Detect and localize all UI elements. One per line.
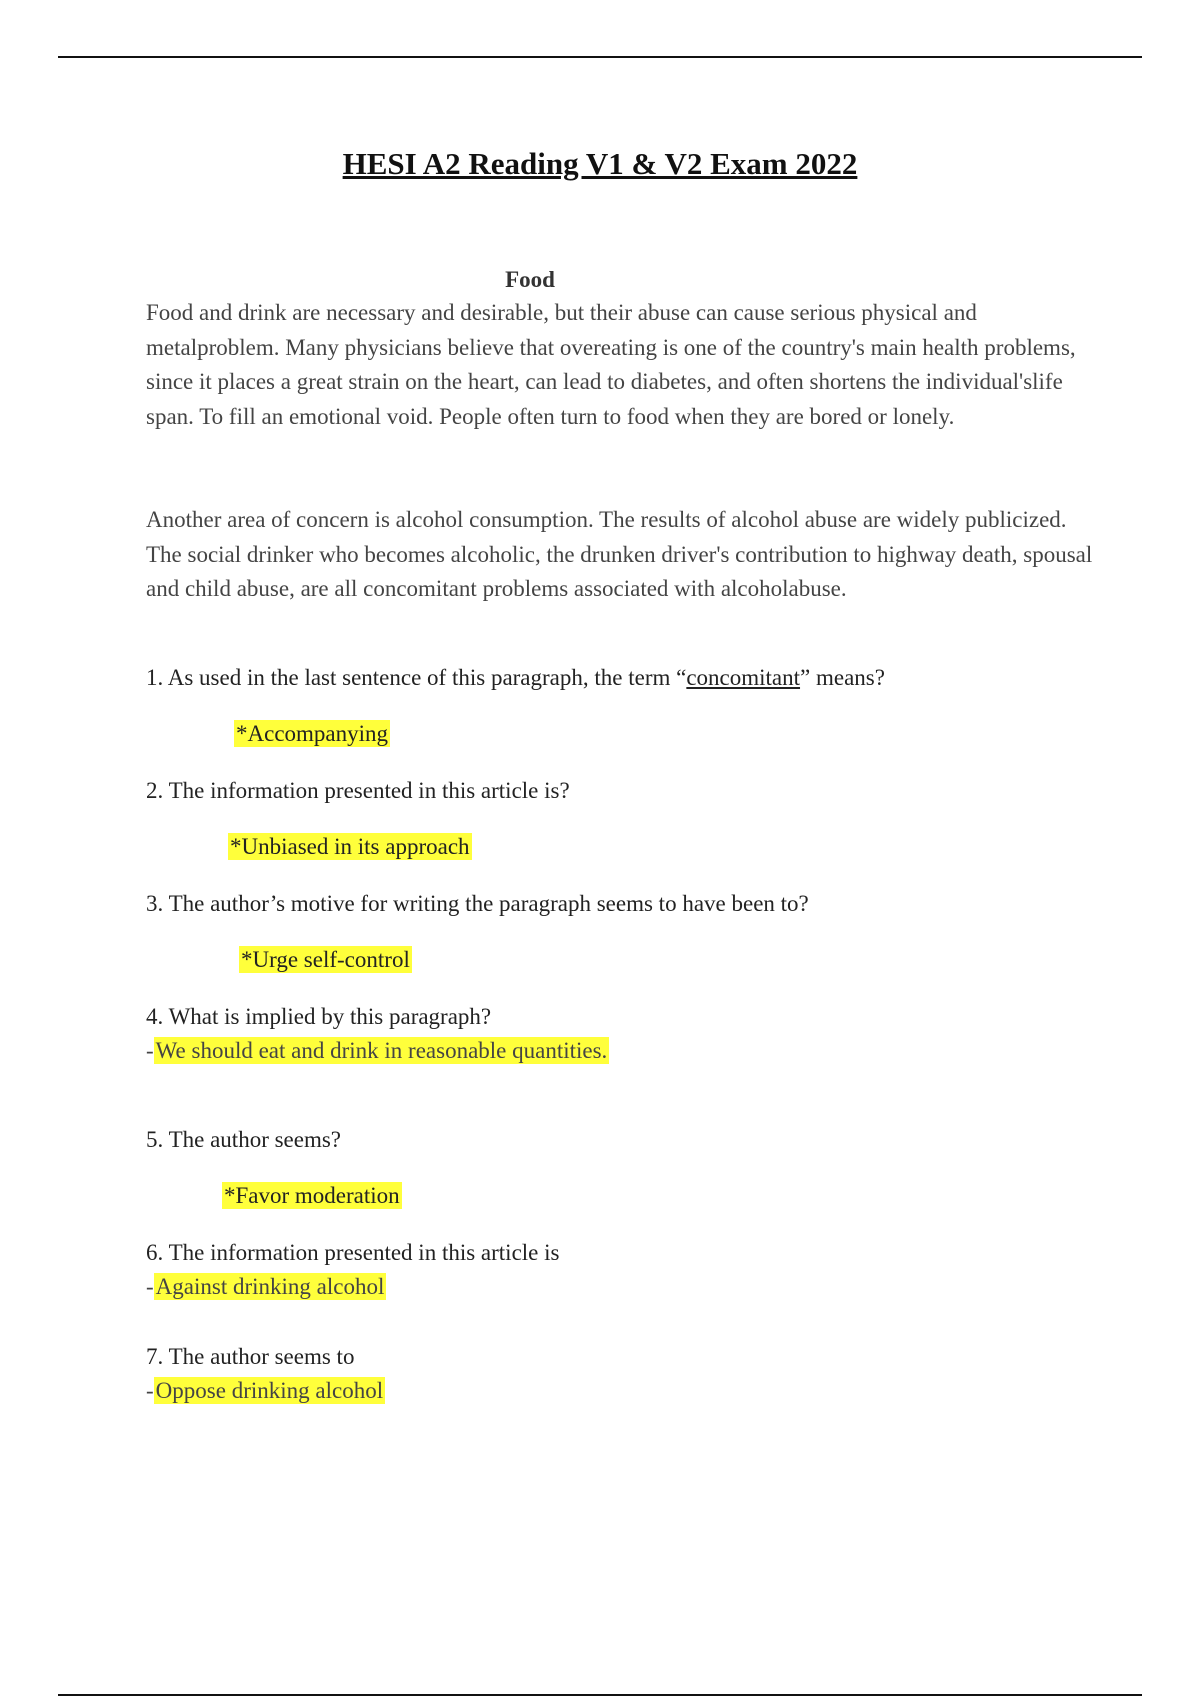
question-1 [146, 665, 885, 691]
question-5: 5. The author seems? [146, 1127, 342, 1152]
question-6: 6. The information presented in this article is [146, 1240, 560, 1265]
question-1-term: concomitant [686, 665, 801, 690]
passage-paragraph-2: Another area of concern is alcohol consumption. The results of alcohol abuse are widely publicized. The social drinker who becomes alcoholic, the drunken driver's contribution to highway death, spousal and child abuse, are all concomitant problems associated with alcoholabuse. [146, 507, 1093, 601]
answer-4-highlight: We should eat and drink in reasonable quantities. [155, 1038, 608, 1063]
answer-5 [222, 1183, 402, 1209]
question-2: 2. The information presented in this article is? [146, 778, 570, 803]
passage-paragraph-1: Food and drink are necessary and desirable, but their abuse can cause serious physical and metalproblem. Many physicians believe that overeating is one of the country's main health problems, since it places a great strain on the heart, can lead to diabetes, and often shortens the individual'slife span. To fill an emotional void. People often turn to food when they are bored or lonely. [146, 300, 1076, 429]
question-3: 3. The author’s motive for writing the paragraph seems to have been to? [146, 891, 809, 916]
question-7: 7. The author seems to [146, 1344, 355, 1369]
answer-7-dash: - [146, 1378, 154, 1403]
answer-5-highlight: *Favor moderation [224, 1183, 400, 1208]
document-title: HESI A2 Reading V1 & V2 Exam 2022 [342, 146, 858, 181]
answer-1-highlight: *Accompanying [236, 721, 389, 746]
question-4: 4. What is implied by this paragraph? [146, 1004, 492, 1029]
question-1-prefix: 1. As used in the last sentence of this paragraph, the term “ [146, 665, 687, 690]
answer-3-highlight: *Urge self-control [241, 947, 410, 972]
answer-3 [239, 947, 412, 973]
answer-2-highlight: *Unbiased in its approach [230, 834, 470, 859]
answer-6-highlight: Against drinking alcohol [155, 1274, 385, 1299]
answer-6-dash: - [146, 1274, 154, 1299]
answer-4 [146, 1038, 609, 1064]
question-1-suffix: ” means? [800, 665, 885, 690]
answer-1 [234, 721, 390, 747]
bottom-rule [58, 1694, 1142, 1696]
answer-6 [146, 1274, 386, 1300]
answer-7-highlight: Oppose drinking alcohol [155, 1378, 384, 1403]
top-rule [58, 56, 1142, 58]
answer-2 [228, 834, 472, 860]
answer-7 [146, 1378, 385, 1404]
passage-heading: Food [505, 267, 555, 292]
answer-4-dash: - [146, 1038, 154, 1063]
